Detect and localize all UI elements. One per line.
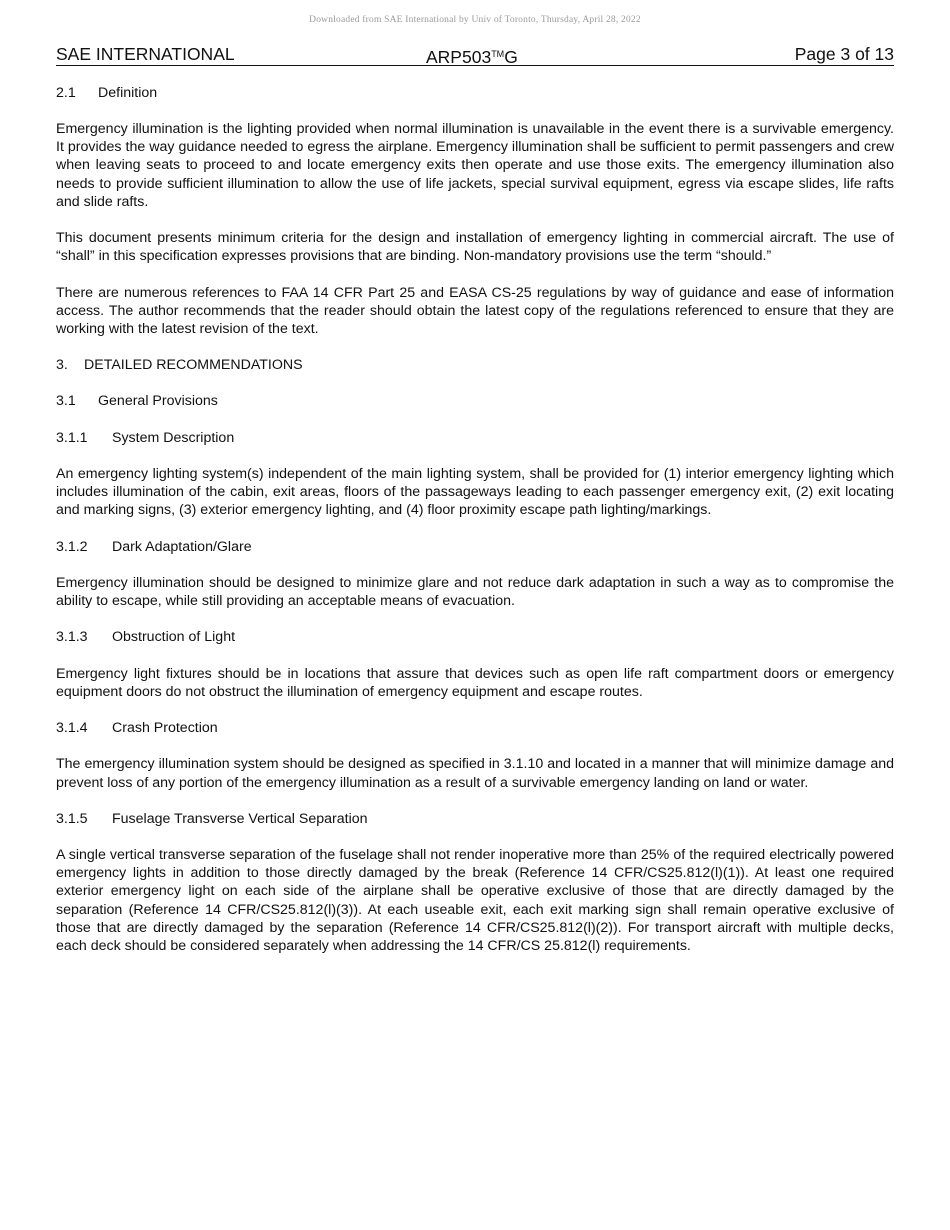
paragraph-obstruction-of-light: Emergency light fixtures should be in locations that assure that devices such as open life raft compartment doors or emergency equipment doors do not obstruct the illumination of emergency equipment and escape routes. bbox=[56, 665, 894, 700]
section-heading-2-1 bbox=[56, 84, 894, 102]
paragraph-dark-adaptation: Emergency illumination should be designed to minimize glare and not reduce dark adaptation in such a way as to compromise the ability to escape, while still providing an acceptable means of evacuation. bbox=[56, 574, 894, 609]
section-heading-3 bbox=[56, 356, 894, 374]
page-header bbox=[56, 44, 894, 66]
section-number: 3. bbox=[56, 357, 68, 374]
header-doc-number: ARP503 bbox=[426, 47, 492, 67]
section-heading-3-1-5 bbox=[56, 810, 894, 828]
document-body bbox=[56, 84, 894, 955]
section-title: General Provisions bbox=[98, 393, 218, 410]
section-heading-3-1-4 bbox=[56, 719, 894, 737]
section-number: 3.1.4 bbox=[56, 720, 88, 737]
header-organization: SAE INTERNATIONAL bbox=[56, 44, 235, 64]
paragraph-definition-1: Emergency illumination is the lighting provided when normal illumination is unavailable in the event there is a survivable emergency. It provides the way guidance needed to egress the airplane. Emergency illumination shall be sufficient to permit passengers and crew when leaving seats to proceed to and locate emergency exits then operate and use those exits. The emergency illumination also needs to provide sufficient illumination to allow the use of life jackets, special survival equipment, egress via escape slides, life rafts and slide rafts. bbox=[56, 121, 894, 210]
download-watermark: Downloaded from SAE International by Univ of Toronto, Thursday, April 28, 2022 bbox=[309, 15, 641, 25]
section-number: 3.1.3 bbox=[56, 629, 88, 646]
section-heading-3-1 bbox=[56, 392, 894, 410]
section-title: Definition bbox=[98, 85, 158, 101]
section-title: Crash Protection bbox=[112, 720, 218, 737]
section-number: 3.1.2 bbox=[56, 538, 88, 555]
section-title: System Description bbox=[112, 429, 235, 446]
section-heading-3-1-2 bbox=[56, 538, 894, 556]
section-number: 3.1.5 bbox=[56, 810, 88, 827]
paragraph-definition-2: This document presents minimum criteria for the design and installation of emergency lighting in commercial aircraft. The use of “shall” in this specification expresses provisions that are binding. Non-mandatory provisions use the term “should.” bbox=[56, 230, 894, 265]
section-number: 3.1.1 bbox=[56, 429, 88, 446]
section-number: 2.1 bbox=[56, 85, 76, 101]
section-title: Obstruction of Light bbox=[112, 629, 236, 646]
section-title: Fuselage Transverse Vertical Separation bbox=[112, 810, 368, 827]
header-revision: G bbox=[504, 47, 518, 67]
header-page-number: Page 3 of 13 bbox=[794, 44, 894, 64]
section-heading-3-1-3 bbox=[56, 628, 894, 646]
section-title: DETAILED RECOMMENDATIONS bbox=[84, 357, 303, 374]
paragraph-system-description: An emergency lighting system(s) independent of the main lighting system, shall be provided for (1) interior emergency lighting which includes illumination of the cabin, exit areas, floors of the passageways leading to each passenger emergency exit, (2) exit locating and marking signs, (3) exterior emergency lighting, and (4) floor proximity escape path lighting/markings. bbox=[56, 466, 894, 519]
paragraph-definition-3: There are numerous references to FAA 14 CFR Part 25 and EASA CS-25 regulations by way of guidance and ease of information access. The author recommends that the reader should obtain the latest copy of the regulations referenced to ensure that they are working with the latest revision of the text. bbox=[56, 284, 894, 337]
section-number: 3.1 bbox=[56, 393, 76, 410]
trademark-mark: TM bbox=[491, 49, 505, 59]
section-heading-3-1-1 bbox=[56, 429, 894, 447]
section-title: Dark Adaptation/Glare bbox=[112, 538, 252, 555]
paragraph-fuselage-separation: A single vertical transverse separation of the fuselage shall not render inoperative more than 25% of the required electrically powered emergency lights in addition to those directly damaged by the break (Reference 14 CFR/CS25.812(l)(1)). At least one required exterior emergency light on each side of the airplane shall be operative exclusive of those that are directly damaged by the separation (Reference 14 CFR/CS25.812(l)(3)). At each useable exit, each exit marking sign shall remain operative exclusive of those that are directly damaged by the separation (Reference 14 CFR/CS25.812(l)(2)). For transport aircraft with multiple decks, each deck should be considered separately when addressing the 14 CFR/CS 25.812(l) requirements. bbox=[56, 847, 894, 954]
header-document-id bbox=[426, 44, 518, 68]
paragraph-crash-protection: The emergency illumination system should be designed as specified in 3.1.10 and located in a manner that will minimize damage and prevent loss of any portion of the emergency illumination as a result of a survivable emergency landing on land or water. bbox=[56, 756, 894, 791]
